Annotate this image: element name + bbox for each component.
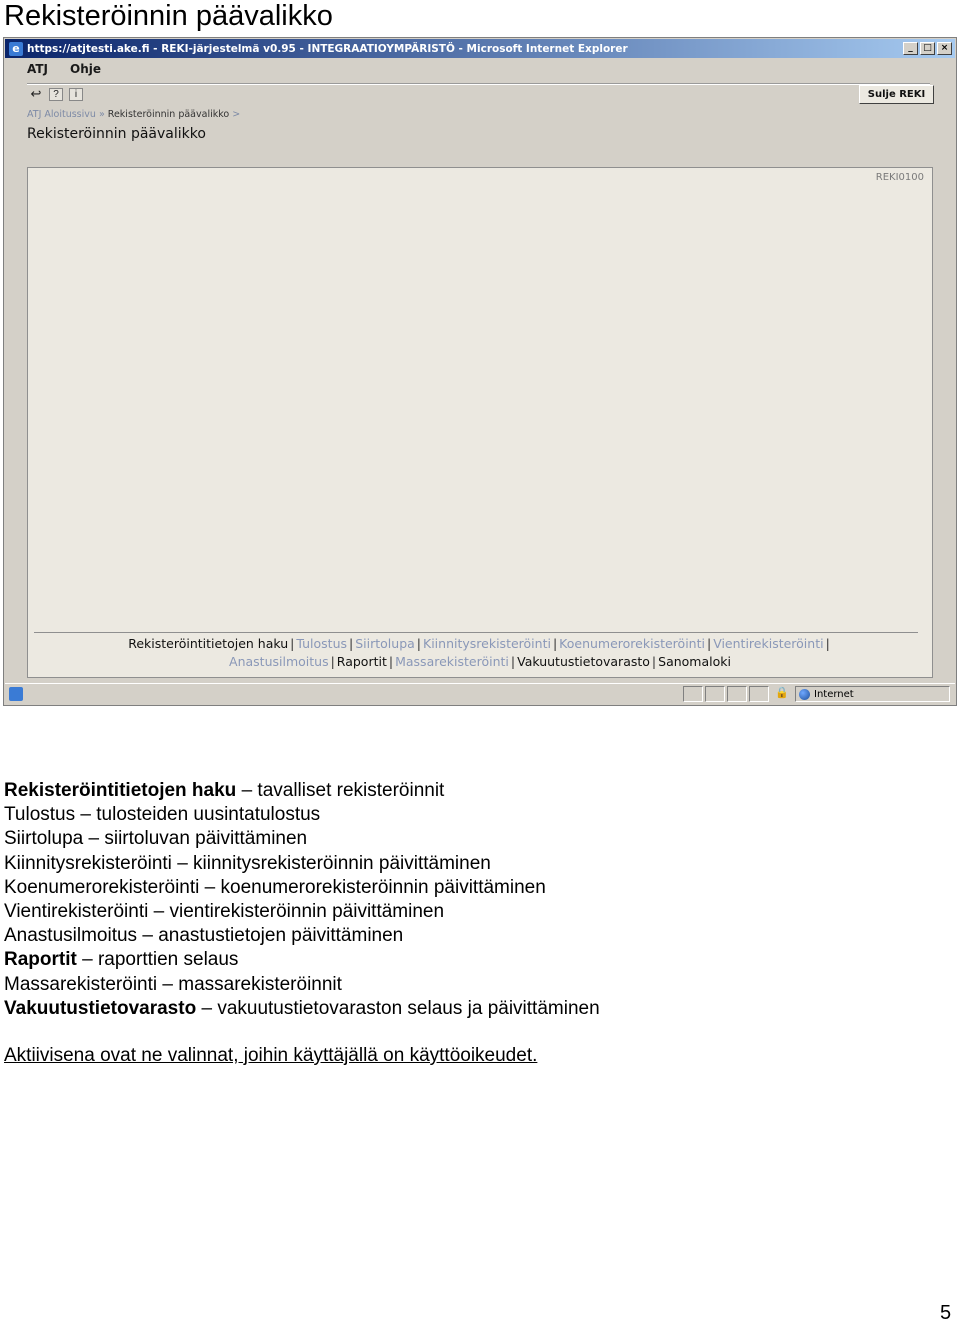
browser-status-bar <box>5 683 955 704</box>
nav-divider <box>34 632 918 633</box>
status-pane <box>727 686 747 702</box>
nav-separator: | <box>330 654 335 669</box>
description-text: tavalliset rekisteröinnit <box>257 780 445 801</box>
description-term: Koenumerorekisteröinti <box>4 876 200 898</box>
description-row <box>4 803 600 827</box>
nav-link-sanomaloki[interactable]: Sanomaloki <box>658 654 731 669</box>
description-text: tulosteiden uusintatulostus <box>96 804 321 826</box>
breadcrumb-current: Rekisteröinnin päävalikko <box>107 109 230 120</box>
nav-separator: | <box>825 636 830 651</box>
description-row <box>4 827 600 851</box>
description-row <box>4 948 600 972</box>
nav-link-rekisterointitietojen-haku[interactable]: Rekisteröintitietojen haku <box>128 636 289 651</box>
browser-title-bar <box>5 39 955 58</box>
description-dash: – <box>82 949 93 971</box>
browser-title: https://atjtesti.ake.fi - REKI-järjestelmä v0.95 - INTEGRAATIOYMPÄRISTÖ - Microsoft Internet Explorer <box>27 42 628 55</box>
breadcrumb-trail: > <box>232 109 241 120</box>
description-dash: – <box>162 973 173 995</box>
description-dash: – <box>88 828 100 850</box>
description-row <box>4 779 600 803</box>
close-icon[interactable]: × <box>937 42 952 55</box>
info-icon[interactable]: i <box>69 88 83 101</box>
description-term: Anastusilmoitus <box>4 925 138 947</box>
window-controls <box>903 42 952 55</box>
menu-descriptions <box>4 779 600 1021</box>
description-row <box>4 973 600 997</box>
status-pane <box>749 686 769 702</box>
description-dash: – <box>204 876 216 898</box>
description-text: raporttien selaus <box>97 949 239 971</box>
description-row <box>4 852 600 876</box>
zone-label: Internet <box>814 688 854 700</box>
description-term: Vakuutustietovarasto <box>4 997 197 1019</box>
app-page-title: Rekisteröinnin päävalikko <box>27 126 206 142</box>
menu-divider <box>27 83 930 85</box>
description-term: Tulostus <box>4 804 76 826</box>
nav-separator: | <box>290 636 295 651</box>
description-text: vientirekisteröinnin päivittäminen <box>169 901 445 923</box>
nav-link-vakuutustietovarasto[interactable]: Vakuutustietovarasto <box>517 654 650 669</box>
description-text: kiinnitysrekisteröinnin päivittäminen <box>193 852 491 874</box>
description-dash: – <box>177 852 188 874</box>
nav-separator: | <box>510 654 516 669</box>
description-row <box>4 924 600 948</box>
menu-item-atj[interactable]: ATJ <box>27 62 49 76</box>
security-zone <box>795 686 950 702</box>
close-reki-button[interactable]: Sulje REKI <box>859 85 934 104</box>
nav-links-row-2 <box>28 654 932 669</box>
help-icon[interactable]: ? <box>49 88 63 101</box>
page-icon <box>9 687 23 701</box>
nav-separator: | <box>706 636 712 651</box>
nav-separator: | <box>388 654 394 669</box>
nav-link-massarekisterointi[interactable]: Massarekisteröinti <box>395 654 509 669</box>
minimize-icon[interactable]: _ <box>903 42 918 55</box>
access-note: Aktiivisena ovat ne valinnat, joihin käyttäjällä on käyttöoikeudet. <box>4 1045 538 1066</box>
description-term: Vientirekisteröinti <box>4 901 149 923</box>
description-text: siirtoluvan päivittäminen <box>104 828 308 850</box>
description-text: vakuutustietovaraston selaus ja päivittäminen <box>217 997 600 1019</box>
description-dash: – <box>201 997 213 1019</box>
app-toolbar <box>29 88 83 101</box>
nav-link-siirtolupa[interactable]: Siirtolupa <box>355 636 415 651</box>
description-text: anastustietojen päivittäminen <box>158 925 404 947</box>
description-text: massarekisteröinnit <box>178 973 342 995</box>
nav-separator: | <box>416 636 422 651</box>
app-menu-bar <box>27 62 101 76</box>
nav-link-kiinnitysrekisterointi[interactable]: Kiinnitysrekisteröinti <box>423 636 551 651</box>
internet-explorer-icon: e <box>9 42 23 56</box>
back-icon[interactable]: ↩ <box>30 86 42 101</box>
document-title: Rekisteröinnin päävalikko <box>4 0 333 32</box>
description-term: Siirtolupa <box>4 828 84 850</box>
description-term: Rekisteröintitietojen haku <box>4 780 237 801</box>
description-row <box>4 900 600 924</box>
browser-content <box>8 59 953 680</box>
breadcrumb <box>27 109 240 120</box>
nav-link-raportit[interactable]: Raportit <box>336 654 387 669</box>
description-term: Massarekisteröinti <box>4 973 158 995</box>
nav-separator: | <box>349 636 354 651</box>
page-number: 5 <box>940 1302 952 1322</box>
nav-link-anastusilmoitus[interactable]: Anastusilmoitus <box>229 654 329 669</box>
lock-icon: 🔒 <box>775 686 789 699</box>
maximize-icon[interactable]: □ <box>920 42 935 55</box>
nav-link-tulostus[interactable]: Tulostus <box>296 636 348 651</box>
description-row <box>4 876 600 900</box>
status-panes <box>683 686 769 702</box>
description-row <box>4 997 600 1021</box>
main-content-panel <box>27 167 933 678</box>
status-pane <box>683 686 703 702</box>
menu-item-ohje[interactable]: Ohje <box>70 62 102 76</box>
nav-link-koenumerorekisterointi[interactable]: Koenumerorekisteröinti <box>559 636 705 651</box>
description-term: Kiinnitysrekisteröinti <box>4 852 172 874</box>
breadcrumb-separator: » <box>98 109 105 120</box>
screen-code: REKI0100 <box>875 172 924 183</box>
nav-links-row-1 <box>28 636 932 651</box>
nav-link-vientirekisterointi[interactable]: Vientirekisteröinti <box>713 636 824 651</box>
description-text: koenumerorekisteröinnin päivittäminen <box>220 876 546 898</box>
browser-window-screenshot <box>3 37 957 706</box>
description-dash: – <box>80 804 91 826</box>
description-dash: – <box>142 925 153 947</box>
nav-separator: | <box>651 654 657 669</box>
description-dash: – <box>241 780 253 801</box>
status-pane <box>705 686 725 702</box>
nav-separator: | <box>552 636 558 651</box>
globe-icon <box>799 689 810 700</box>
description-dash: – <box>153 901 165 923</box>
breadcrumb-home-link[interactable]: ATJ Aloitussivu <box>27 109 96 120</box>
description-term: Raportit <box>4 949 77 971</box>
